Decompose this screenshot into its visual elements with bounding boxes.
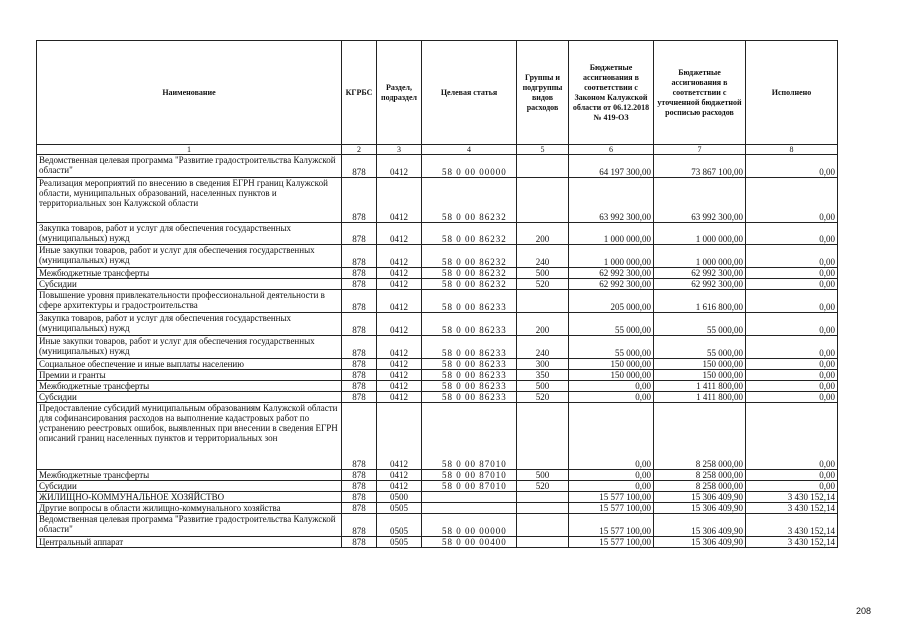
header-name: Наименование (37, 41, 342, 145)
cell-name: Межбюджетные трансферты (37, 268, 342, 279)
header-statya: Целевая статья (422, 41, 517, 145)
cell-rospis: 55 000,00 (654, 313, 746, 336)
table-row (37, 470, 838, 481)
cell-razdel: 0412 (377, 392, 422, 403)
cell-law: 1 000 000,00 (569, 245, 654, 268)
header-groups: Группы и подгруппы видов расходов (517, 41, 569, 145)
cell-rospis: 150 000,00 (654, 359, 746, 370)
cell-kgrbs: 878 (342, 223, 377, 245)
cell-kgrbs: 878 (342, 245, 377, 268)
cell-name: Повышение уровня привлекательности профессиональной деятельности в сфере архитектуры и градостроительства (37, 290, 342, 313)
cell-done: 0,00 (746, 470, 838, 481)
cell-law: 15 577 100,00 (569, 537, 654, 548)
cell-name: Другие вопросы в области жилищно-коммунального хозяйства (37, 503, 342, 514)
cell-kgrbs: 878 (342, 290, 377, 313)
cell-rospis: 150 000,00 (654, 370, 746, 381)
table-row (37, 279, 838, 290)
cell-name: ЖИЛИЩНО-КОММУНАЛЬНОЕ ХОЗЯЙСТВО (37, 492, 342, 503)
header-kgrbs: КГРБС (342, 41, 377, 145)
cell-statya: 58 0 00 86233 (422, 370, 517, 381)
cell-statya: 58 0 00 86232 (422, 279, 517, 290)
table-row (37, 537, 838, 548)
cell-law: 0,00 (569, 481, 654, 492)
cell-done: 0,00 (746, 178, 838, 223)
cell-razdel: 0412 (377, 290, 422, 313)
cell-done: 3 430 152,14 (746, 514, 838, 537)
table-row (37, 313, 838, 336)
cell-done: 0,00 (746, 381, 838, 392)
cell-group: 520 (517, 392, 569, 403)
cell-rospis: 1 411 800,00 (654, 381, 746, 392)
table-row (37, 359, 838, 370)
cell-rospis: 63 992 300,00 (654, 178, 746, 223)
cell-name: Субсидии (37, 481, 342, 492)
cell-kgrbs: 878 (342, 537, 377, 548)
colnum: 3 (377, 145, 422, 155)
cell-rospis: 8 258 000,00 (654, 481, 746, 492)
cell-group (517, 290, 569, 313)
cell-kgrbs: 878 (342, 359, 377, 370)
cell-group: 520 (517, 481, 569, 492)
table-row (37, 492, 838, 503)
cell-group (517, 155, 569, 178)
cell-razdel: 0412 (377, 155, 422, 178)
cell-rospis: 15 306 409,90 (654, 503, 746, 514)
cell-name: Реализация мероприятий по внесению в сведения ЕГРН границ Калужской области, муниципальных образований, населенных пунктов и территориальных зон Калужской области (37, 178, 342, 223)
cell-rospis: 55 000,00 (654, 336, 746, 359)
cell-statya (422, 503, 517, 514)
cell-law: 15 577 100,00 (569, 492, 654, 503)
cell-name: Закупка товаров, работ и услуг для обеспечения государственных (муниципальных) нужд (37, 223, 342, 245)
cell-razdel: 0412 (377, 470, 422, 481)
cell-name: Субсидии (37, 392, 342, 403)
cell-razdel: 0412 (377, 403, 422, 470)
cell-kgrbs: 878 (342, 313, 377, 336)
colnum: 4 (422, 145, 517, 155)
cell-group: 500 (517, 381, 569, 392)
table-row (37, 503, 838, 514)
cell-done: 3 430 152,14 (746, 503, 838, 514)
cell-law: 64 197 300,00 (569, 155, 654, 178)
cell-statya: 58 0 00 86233 (422, 290, 517, 313)
cell-name: Межбюджетные трансферты (37, 470, 342, 481)
table-row (37, 392, 838, 403)
cell-done: 0,00 (746, 370, 838, 381)
cell-law: 55 000,00 (569, 336, 654, 359)
cell-kgrbs: 878 (342, 268, 377, 279)
cell-group: 350 (517, 370, 569, 381)
cell-rospis: 1 616 800,00 (654, 290, 746, 313)
cell-kgrbs: 878 (342, 514, 377, 537)
cell-law: 1 000 000,00 (569, 223, 654, 245)
header-row (37, 41, 838, 145)
cell-done: 0,00 (746, 155, 838, 178)
cell-razdel: 0505 (377, 503, 422, 514)
cell-rospis: 15 306 409,90 (654, 492, 746, 503)
cell-name: Социальное обеспечение и иные выплаты населению (37, 359, 342, 370)
cell-rospis: 62 992 300,00 (654, 279, 746, 290)
table-row (37, 481, 838, 492)
cell-kgrbs: 878 (342, 336, 377, 359)
cell-statya: 58 0 00 87010 (422, 481, 517, 492)
cell-statya (422, 492, 517, 503)
cell-group: 200 (517, 223, 569, 245)
cell-law: 0,00 (569, 470, 654, 481)
cell-done: 0,00 (746, 290, 838, 313)
cell-razdel: 0412 (377, 370, 422, 381)
table-row (37, 178, 838, 223)
cell-group: 240 (517, 336, 569, 359)
cell-group: 300 (517, 359, 569, 370)
cell-law: 205 000,00 (569, 290, 654, 313)
colnum: 7 (654, 145, 746, 155)
cell-statya: 58 0 00 00400 (422, 537, 517, 548)
cell-kgrbs: 878 (342, 470, 377, 481)
table-row (37, 370, 838, 381)
cell-group (517, 537, 569, 548)
cell-statya: 58 0 00 86233 (422, 313, 517, 336)
cell-kgrbs: 878 (342, 503, 377, 514)
cell-kgrbs: 878 (342, 403, 377, 470)
cell-statya: 58 0 00 86233 (422, 359, 517, 370)
cell-group: 240 (517, 245, 569, 268)
table-row (37, 245, 838, 268)
colnum: 1 (37, 145, 342, 155)
cell-statya: 58 0 00 86232 (422, 178, 517, 223)
cell-statya: 58 0 00 86232 (422, 245, 517, 268)
cell-law: 0,00 (569, 392, 654, 403)
cell-group: 500 (517, 470, 569, 481)
cell-law: 150 000,00 (569, 359, 654, 370)
table-row (37, 223, 838, 245)
cell-law: 0,00 (569, 403, 654, 470)
cell-group: 520 (517, 279, 569, 290)
cell-kgrbs: 878 (342, 370, 377, 381)
table-row (37, 268, 838, 279)
cell-kgrbs: 878 (342, 279, 377, 290)
cell-law: 15 577 100,00 (569, 503, 654, 514)
cell-name: Субсидии (37, 279, 342, 290)
cell-rospis: 1 000 000,00 (654, 245, 746, 268)
colnum: 2 (342, 145, 377, 155)
cell-done: 0,00 (746, 223, 838, 245)
cell-name: Центральный аппарат (37, 537, 342, 548)
cell-razdel: 0412 (377, 313, 422, 336)
cell-law: 55 000,00 (569, 313, 654, 336)
cell-kgrbs: 878 (342, 178, 377, 223)
cell-razdel: 0412 (377, 359, 422, 370)
cell-law: 63 992 300,00 (569, 178, 654, 223)
cell-name: Премии и гранты (37, 370, 342, 381)
cell-rospis: 73 867 100,00 (654, 155, 746, 178)
cell-law: 62 992 300,00 (569, 279, 654, 290)
cell-statya: 58 0 00 87010 (422, 470, 517, 481)
cell-done: 0,00 (746, 336, 838, 359)
budget-table (36, 40, 838, 548)
cell-group (517, 514, 569, 537)
cell-statya: 58 0 00 00000 (422, 155, 517, 178)
cell-statya: 58 0 00 00000 (422, 514, 517, 537)
cell-razdel: 0505 (377, 537, 422, 548)
cell-razdel: 0412 (377, 223, 422, 245)
cell-done: 0,00 (746, 279, 838, 290)
cell-rospis: 1 411 800,00 (654, 392, 746, 403)
cell-law: 15 577 100,00 (569, 514, 654, 537)
cell-kgrbs: 878 (342, 481, 377, 492)
cell-group (517, 492, 569, 503)
cell-group (517, 178, 569, 223)
cell-name: Предоставление субсидий муниципальным образованиям Калужской области для софинансирования расходов на выполнение кадастровых работ по устранению реестровых ошибок, выявленных при внесении в сведения ЕГРН описаний границ населенных пунктов и территориальных зон (37, 403, 342, 470)
cell-statya: 58 0 00 86232 (422, 223, 517, 245)
table-row (37, 290, 838, 313)
cell-name: Иные закупки товаров, работ и услуг для обеспечения государственных (муниципальных) нужд (37, 245, 342, 268)
table-row (37, 155, 838, 178)
cell-rospis: 15 306 409,90 (654, 537, 746, 548)
cell-kgrbs: 878 (342, 381, 377, 392)
cell-done: 0,00 (746, 481, 838, 492)
header-rospis: Бюджетные ассигнования в соответствии с уточненной бюджетной росписью расходов (654, 41, 746, 145)
cell-name: Ведомственная целевая программа "Развитие градостроительства Калужской области" (37, 155, 342, 178)
cell-razdel: 0412 (377, 336, 422, 359)
cell-law: 150 000,00 (569, 370, 654, 381)
cell-statya: 58 0 00 86233 (422, 392, 517, 403)
table-row (37, 336, 838, 359)
cell-kgrbs: 878 (342, 392, 377, 403)
table-body (37, 155, 838, 548)
cell-statya: 58 0 00 86233 (422, 336, 517, 359)
cell-done: 0,00 (746, 268, 838, 279)
cell-rospis: 62 992 300,00 (654, 268, 746, 279)
cell-done: 0,00 (746, 245, 838, 268)
cell-done: 3 430 152,14 (746, 492, 838, 503)
cell-statya: 58 0 00 86232 (422, 268, 517, 279)
header-law: Бюджетные ассигнования в соответствии с Законом Калужской области от 06.12.2018 № 419-ОЗ (569, 41, 654, 145)
colnum: 6 (569, 145, 654, 155)
cell-statya: 58 0 00 87010 (422, 403, 517, 470)
cell-group: 500 (517, 268, 569, 279)
cell-law: 62 992 300,00 (569, 268, 654, 279)
cell-name: Закупка товаров, работ и услуг для обеспечения государственных (муниципальных) нужд (37, 313, 342, 336)
cell-kgrbs: 878 (342, 155, 377, 178)
header-done: Исполнено (746, 41, 838, 145)
cell-kgrbs: 878 (342, 492, 377, 503)
cell-name: Межбюджетные трансферты (37, 381, 342, 392)
cell-razdel: 0500 (377, 492, 422, 503)
cell-rospis: 1 000 000,00 (654, 223, 746, 245)
cell-done: 0,00 (746, 403, 838, 470)
cell-law: 0,00 (569, 381, 654, 392)
cell-razdel: 0412 (377, 381, 422, 392)
page-number: 208 (856, 606, 872, 616)
cell-razdel: 0505 (377, 514, 422, 537)
cell-rospis: 8 258 000,00 (654, 470, 746, 481)
cell-razdel: 0412 (377, 245, 422, 268)
header-razdel: Раздел, подраздел (377, 41, 422, 145)
cell-rospis: 8 258 000,00 (654, 403, 746, 470)
cell-statya: 58 0 00 86233 (422, 381, 517, 392)
cell-razdel: 0412 (377, 279, 422, 290)
cell-rospis: 15 306 409,90 (654, 514, 746, 537)
table-row (37, 403, 838, 470)
cell-razdel: 0412 (377, 178, 422, 223)
cell-done: 3 430 152,14 (746, 537, 838, 548)
table-row (37, 514, 838, 537)
cell-group: 200 (517, 313, 569, 336)
colnum: 5 (517, 145, 569, 155)
table-row (37, 381, 838, 392)
cell-done: 0,00 (746, 313, 838, 336)
cell-group (517, 403, 569, 470)
column-number-row (37, 145, 838, 155)
cell-group (517, 503, 569, 514)
cell-razdel: 0412 (377, 268, 422, 279)
cell-name: Иные закупки товаров, работ и услуг для обеспечения государственных (муниципальных) нужд (37, 336, 342, 359)
cell-done: 0,00 (746, 392, 838, 403)
cell-razdel: 0412 (377, 481, 422, 492)
cell-done: 0,00 (746, 359, 838, 370)
cell-name: Ведомственная целевая программа "Развитие градостроительства Калужской области" (37, 514, 342, 537)
colnum: 8 (746, 145, 838, 155)
